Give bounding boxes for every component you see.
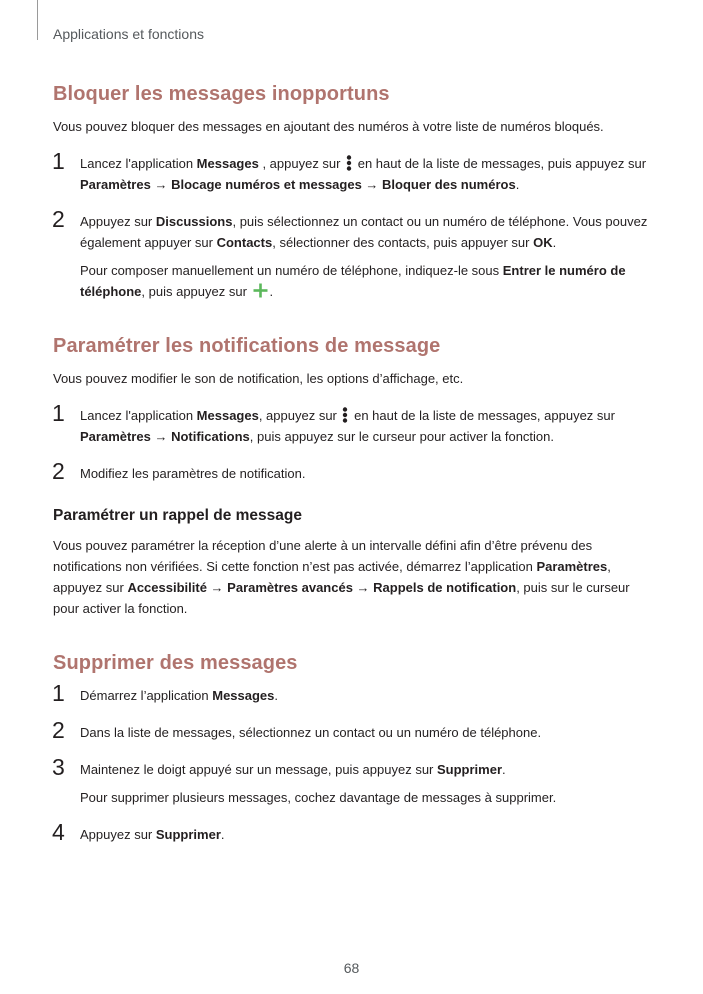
plus-icon xyxy=(253,283,268,298)
step-text: Dans la liste de messages, sélectionnez un contact ou un numéro de téléphone. xyxy=(80,725,542,740)
step-number: 1 xyxy=(52,400,65,426)
step-note: Pour composer manuellement un numéro de téléphone, indiquez-le sous Entrer le numéro de téléphone, puis appuyez sur . xyxy=(80,263,626,299)
step-number: 2 xyxy=(52,458,65,484)
step-text: Appuyez sur Discussions, puis sélectionnez un contact ou un numéro de téléphone. Vous pouvez également appuyer sur Contacts, sélectionner des contacts, puis appuyer sur OK. xyxy=(80,214,648,250)
step-number: 2 xyxy=(52,206,65,232)
step-item xyxy=(52,680,653,706)
step-text: Modifiez les paramètres de notification. xyxy=(80,466,306,481)
section-title-notifications: Paramétrer les notifications de message xyxy=(53,335,441,357)
step-number: 3 xyxy=(52,754,65,780)
section-title-block-messages: Bloquer les messages inopportuns xyxy=(53,83,390,105)
page-header: Applications et fonctions xyxy=(53,26,204,42)
more-options-icon xyxy=(346,155,352,171)
step-item xyxy=(52,206,653,302)
step-number: 4 xyxy=(52,819,65,845)
step-item xyxy=(52,819,653,845)
page-margin-rule xyxy=(37,0,38,40)
page-number: 68 xyxy=(343,960,360,976)
step-item xyxy=(52,717,653,743)
step-text: Appuyez sur Supprimer. xyxy=(80,827,225,842)
step-item xyxy=(52,400,653,447)
step-text: Démarrez l’application Messages. xyxy=(80,688,279,703)
step-item xyxy=(52,148,653,195)
section-intro: Vous pouvez bloquer des messages en ajoutant des numéros à votre liste de numéros bloqués. xyxy=(53,119,604,134)
page-content xyxy=(53,83,653,861)
step-text: Lancez l'application Messages, appuyez sur en haut de la liste de messages, appuyez sur Paramètres → Notifications, puis appuyez sur le curseur pour activer la fonction. xyxy=(80,408,615,444)
section-title-delete-messages: Supprimer des messages xyxy=(53,652,298,674)
step-item xyxy=(52,458,653,484)
step-number: 2 xyxy=(52,717,65,743)
step-number: 1 xyxy=(52,148,65,174)
subsection-text: Vous pouvez paramétrer la réception d’une alerte à un intervalle défini afin d’être prévenu des notifications non vérifiées. Si cette fonction n’est pas activée, démarrez l’application Paramètres, appuyez sur Accessibilité → Paramètres avancés → Rappels de notification, puis sur le curseur pour activer la fonction. xyxy=(53,538,630,616)
step-text: Maintenez le doigt appuyé sur un message, puis appuyez sur Supprimer. xyxy=(80,762,506,777)
step-number: 1 xyxy=(52,680,65,706)
subsection-title-reminder: Paramétrer un rappel de message xyxy=(53,507,302,524)
step-text: Lancez l'application Messages , appuyez sur en haut de la liste de messages, puis appuyez sur Paramètres → Blocage numéros et messages → Bloquer des numéros. xyxy=(80,156,647,192)
more-options-icon xyxy=(342,407,348,423)
step-note: Pour supprimer plusieurs messages, cochez davantage de messages à supprimer. xyxy=(80,790,557,805)
section-intro: Vous pouvez modifier le son de notification, les options d’affichage, etc. xyxy=(53,371,464,386)
step-item xyxy=(52,754,653,808)
